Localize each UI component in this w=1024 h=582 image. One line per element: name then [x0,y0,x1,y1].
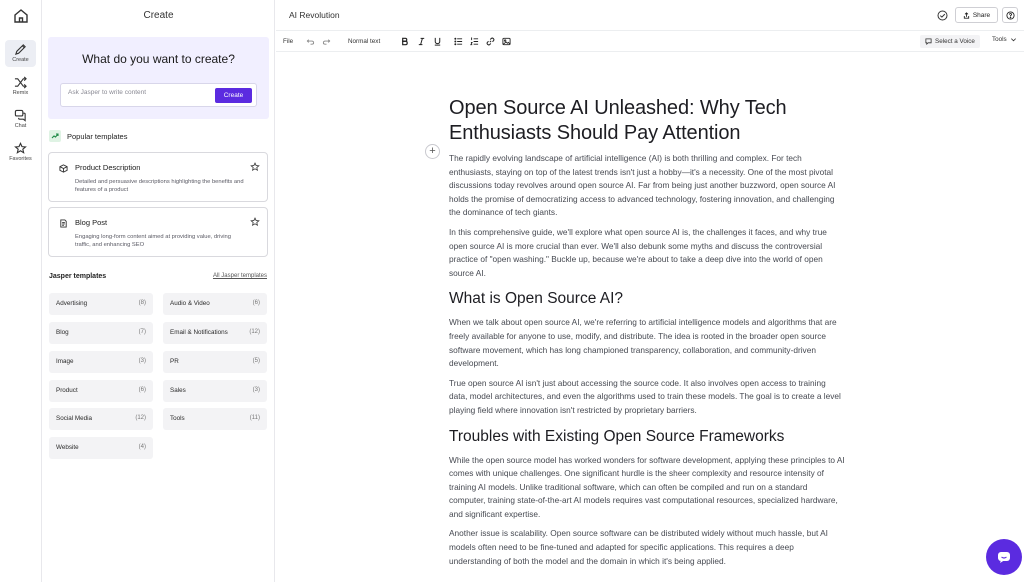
redo-icon [322,37,331,46]
category-count: (11) [249,415,260,421]
voice-icon [925,38,932,45]
category-blog[interactable] [49,322,153,344]
popular-templates-label: Popular templates [67,131,128,141]
category-name: Product [56,387,78,394]
category-image[interactable] [49,351,153,373]
tools-menu[interactable] [992,36,1017,43]
create-panel [42,0,275,582]
document-topbar [276,0,1024,31]
category-name: Advertising [56,300,88,307]
ask-jasper-input[interactable] [68,89,208,96]
category-count: (8) [138,300,146,306]
link-icon [486,37,495,46]
bullet-list-icon [454,37,463,46]
paragraph: While the open source model has worked wonders for software development, applying these principles to AI comes with unique challenges. One significant hurdle is the sheer complexity and resource intensity of training AI models. Unlike traditional software, which can often be compiled and run on a standard computer, training state-of-the-art AI models requires vast computational resources, specialized hardware, and significant expertise. [449,454,845,519]
category-sales[interactable] [163,380,267,402]
editor-toolbar [276,31,1024,52]
rail-remix-label: Remix [12,90,29,96]
document-heading: Open Source AI Unleashed: Why Tech Enthusiasts Should Pay Attention [449,97,787,144]
add-block-button[interactable] [425,144,440,159]
category-name: Audio & Video [170,300,210,307]
paragraph: In this comprehensive guide, we'll explore what open source AI is, the challenges it faces, and why true open source AI is more crucial than ever. We'll also debunk some myths and discuss the controversial practice of "open washing." Buckle up, because we're about to take a deep dive into the world of open source AI. [449,226,827,278]
link-button[interactable] [486,36,495,47]
category-count: (4) [138,444,146,450]
category-count: (12) [135,415,146,421]
paragraph: The rapidly evolving landscape of artificial intelligence (AI) is both thrilling and complex. For tech enthusiasts, staying on top of the latest trends isn't just a hobby—it's a necessity. One of the most pivotal discussions today revolves around open source AI. Far from being just another buzzword, open source AI holds the promise of democratizing access to advanced technology, fostering innovation, and challenging the dominance of tech giants. [449,153,836,218]
document-body[interactable] [449,96,846,574]
rail-remix[interactable] [5,73,36,100]
category-name: Website [56,444,79,451]
chevron-down-icon [1010,36,1017,43]
template-description: Detailed and persuasive descriptions highlighting the benefits and features of a product [75,179,244,193]
underline-button[interactable] [433,36,442,47]
saved-check-icon [937,10,948,21]
jasper-templates-heading: Jasper templates [49,273,107,280]
rail-create-label: Create [12,57,29,63]
paragraph: True open source AI isn't just about accessing the source code. It also involves open access to training data, model architectures, and even the algorithms used to train these models. The goal is to create a level playing field where innovation isn't restricted by proprietary barriers. [449,377,841,415]
image-icon [502,37,511,46]
shuffle-icon [14,76,27,89]
italic-button[interactable] [417,36,426,47]
template-card-product-description[interactable] [48,152,268,202]
section-heading: What is Open Source AI? [449,290,624,308]
paragraph: Another issue is scalability. Open source software can be distributed widely without much hassle, but AI models often need to be fine-tuned and adapted for specific applications. This requires a deep understanding of both the model and the domain in which it's being applied. [449,528,828,566]
category-product[interactable] [49,380,153,402]
select-voice-label: Select a Voice [935,38,975,45]
document-icon [59,219,68,228]
trending-icon [49,130,61,142]
tools-label: Tools [992,36,1007,43]
rail-create[interactable] [5,40,36,67]
star-icon [14,142,27,155]
category-count: (6) [252,300,260,306]
rail-chat-label: Chat [14,123,27,129]
share-button[interactable] [955,7,998,23]
category-audio-video[interactable] [163,293,267,315]
category-count: (6) [138,387,146,393]
category-name: Sales [170,387,186,394]
chat-icon [14,109,27,122]
category-name: Blog [56,329,69,336]
share-label: Share [972,11,991,19]
select-voice-button[interactable] [920,35,980,48]
home-icon[interactable] [11,7,31,25]
all-jasper-templates-link[interactable]: All Jasper templates [212,273,267,279]
create-hero [48,37,269,119]
help-button[interactable] [1002,7,1018,23]
bold-icon [400,37,409,46]
category-name: Email & Notifications [170,329,228,336]
template-name: Product Description [75,163,141,172]
image-button[interactable] [502,36,511,47]
chat-launcher-button[interactable] [986,539,1022,575]
category-name: Tools [170,415,185,422]
bold-button[interactable] [400,36,409,47]
redo-button[interactable] [322,36,331,47]
template-card-blog-post[interactable] [48,207,268,257]
category-count: (5) [252,358,260,364]
bullet-list-button[interactable] [454,36,463,47]
chat-bubble-icon [996,549,1012,565]
help-icon [1006,11,1015,20]
favorite-star-icon[interactable] [250,217,260,227]
template-description: Engaging long-form content aimed at providing value, driving traffic, and enhancing SEO [75,234,231,248]
category-count: (3) [138,358,146,364]
numbered-list-button[interactable] [470,36,479,47]
create-button[interactable]: Create [215,88,252,103]
underline-icon [433,37,442,46]
category-name: PR [170,358,179,365]
box-icon [59,164,68,173]
category-count: (7) [138,329,146,335]
category-social-media[interactable] [49,408,153,430]
left-rail [0,0,42,582]
undo-icon [306,37,315,46]
hero-title: What do you want to create? [82,52,235,66]
document-title[interactable]: AI Revolution [289,10,340,20]
paragraph: When we talk about open source AI, we're referring to artificial intelligence models and algorithms that are freely available for anyone to use, modify, and distribute. The idea is rooted in the broader open source software movement, which has long championed transparency, collaboration, and community-driven development. [449,317,837,369]
undo-button[interactable] [306,36,315,47]
plus-icon: + [429,145,436,157]
panel-title: Create [143,10,174,21]
category-website[interactable] [49,437,153,459]
italic-icon [417,37,426,46]
ask-jasper-field [60,83,257,107]
share-icon [963,12,970,19]
rail-chat[interactable] [5,106,36,133]
category-count: (3) [252,387,260,393]
template-name: Blog Post [75,218,108,227]
favorite-star-icon[interactable] [250,162,260,172]
category-count: (12) [249,329,260,335]
file-menu[interactable]: File [283,38,294,45]
category-pr[interactable] [163,351,267,373]
category-advertising[interactable] [49,293,153,315]
popular-templates-header [49,130,127,142]
rail-favorites-label: Favorites [9,156,32,162]
rail-favorites[interactable] [5,139,36,166]
text-style-select[interactable]: Normal text [348,38,381,45]
category-tools[interactable] [163,408,267,430]
section-heading: Troubles with Existing Open Source Frameworks [449,427,785,445]
category-name: Image [56,358,74,365]
pencil-icon [14,43,27,56]
numbered-list-icon [470,37,479,46]
category-email-notifications[interactable] [163,322,267,344]
category-name: Social Media [56,415,93,422]
